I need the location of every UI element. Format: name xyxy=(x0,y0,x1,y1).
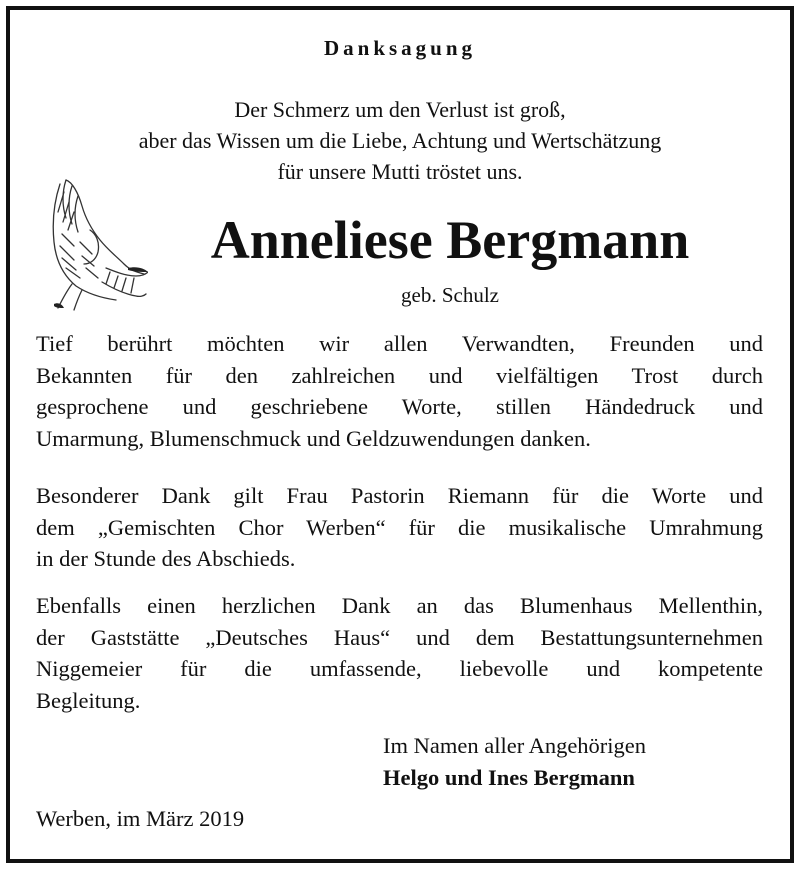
paragraph-line: der Gaststätte „Deutsches Haus“ und dem Bestattungsunternehmen xyxy=(36,624,763,650)
verse-line: Der Schmerz um den Verlust ist groß, xyxy=(234,97,566,122)
signoff-names: Helgo und Ines Bergmann xyxy=(383,765,635,790)
paragraph-line: Tief berührt möchten wir allen Verwandten, Freunden und xyxy=(36,331,763,356)
obituary-frame xyxy=(6,6,794,863)
paragraph-line: Begleitung. xyxy=(36,687,141,713)
paragraph-line: Umarmung, Blumenschmuck und Geldzuwendungen danken. xyxy=(36,425,591,451)
paragraph-line: gesprochene und geschriebene Worte, stillen Händedruck und xyxy=(36,394,763,419)
thanks-paragraph-2 xyxy=(36,480,763,575)
signoff xyxy=(383,730,646,794)
heading: Danksagung xyxy=(323,36,477,60)
praying-hands-icon xyxy=(36,172,148,312)
paragraph-line: Ebenfalls einen herzlichen Dank an das Blumenhaus Mellenthin, xyxy=(36,593,763,618)
paragraph-line: Besonderer Dank gilt Frau Pastorin Riemann für die Worte und xyxy=(36,483,763,508)
maiden-name: geb. Schulz xyxy=(401,283,499,307)
paragraph-line: Bekannten für den zahlreichen und vielfältigen Trost durch xyxy=(36,362,763,388)
deceased-name: Anneliese Bergmann xyxy=(210,210,690,270)
thanks-paragraph-1 xyxy=(36,328,763,454)
paragraph-line: Niggemeier für die umfassende, liebevolle und kompetente xyxy=(36,656,763,681)
verse-line: für unsere Mutti tröstet uns. xyxy=(277,159,523,184)
signoff-intro: Im Namen aller Angehörigen xyxy=(383,733,647,758)
verse-line: aber das Wissen um die Liebe, Achtung und Wertschätzung xyxy=(138,128,662,153)
paragraph-line: dem „Gemischten Chor Werben“ für die musikalische Umrahmung xyxy=(36,514,763,540)
place-date: Werben, im März 2019 xyxy=(36,806,245,831)
paragraph-line: in der Stunde des Abschieds. xyxy=(36,546,296,571)
thanks-paragraph-3 xyxy=(36,590,763,716)
